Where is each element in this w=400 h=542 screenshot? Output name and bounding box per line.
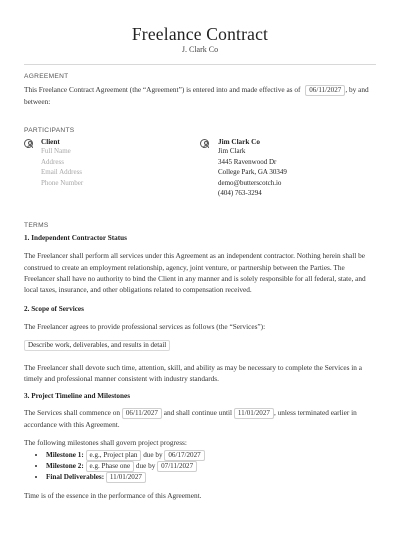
freelancer-city: College Park, GA 30349 [218, 168, 287, 177]
final-deliverables-label: Final Deliverables: [46, 472, 105, 481]
client-full-name-field[interactable]: Full Name [41, 147, 71, 156]
client-address-field[interactable]: Address [41, 157, 64, 166]
freelancer-heading: Jim Clark Co [218, 138, 260, 147]
contract-page [0, 24, 400, 542]
effective-date-field[interactable]: 06/11/2027 [305, 85, 345, 96]
milestone-2-name-field[interactable]: e.g. Phase one [86, 461, 135, 472]
commence-text: The Services shall commence on [24, 408, 121, 418]
section-2-text: The Freelancer shall devote such time, attention, skill, and ability as may be necessary to complete the Services in a timely and professional manner consistent with industry standards. [24, 362, 362, 384]
freelancer-email: demo@butterscotch.io [218, 178, 282, 187]
due-by-text: due by [143, 450, 163, 459]
agreement-text-after: , by and between: [24, 85, 369, 106]
milestone-2-date-field[interactable]: 07/11/2027 [157, 461, 197, 472]
agreement-text-before: This Freelance Contract Agreement (the “Agreement”) is entered into and made effective as of [24, 85, 301, 94]
participants-label: PARTICIPANTS [24, 127, 75, 135]
milestone-item [46, 450, 376, 461]
agreement-text [24, 84, 376, 107]
services-description-field[interactable]: Describe work, deliverables, and results in detail [24, 340, 170, 351]
freelancer-street: 3445 Ravenwood Dr [218, 157, 277, 166]
section-1-heading: 1. Independent Contractor Status [24, 234, 127, 243]
title-divider [24, 64, 376, 65]
section-1-text: The Freelancer shall perform all services under this Agreement as an independent contractor. Nothing herein shall be construed to create an employment relationship, agency, joint venture, or partnership between the Parties. The Freelancer shall have no authority to bind the Client in any manner and is solely responsible for all federal, state, and local taxes, insurance, and other obligations related to compensation received. [24, 251, 366, 295]
section-2-intro: The Freelancer agrees to provide professional services as follows (the “Services”): [24, 322, 266, 332]
client-email-field[interactable]: Email Address [41, 168, 83, 177]
start-date-field[interactable]: 06/11/2027 [122, 408, 162, 419]
milestone-label: Milestone 2: [46, 461, 84, 470]
final-deliverables-date-field[interactable]: 11/01/2027 [106, 472, 146, 483]
milestone-item [46, 461, 376, 472]
milestone-1-name-field[interactable]: e.g., Project plan [86, 450, 142, 461]
continue-text: and shall continue until [163, 408, 233, 418]
freelancer-name: Jim Clark [218, 147, 246, 156]
milestone-1-date-field[interactable]: 06/17/2027 [164, 450, 204, 461]
freelancer-block [218, 138, 287, 198]
page-subtitle: J. Clark Co [181, 45, 219, 54]
milestone-label: Milestone 1: [46, 450, 84, 459]
milestones-list [24, 450, 376, 483]
section-3-commence [24, 407, 376, 430]
milestone-item [46, 472, 376, 483]
essence-text: Time is of the essence in the performance of this Agreement. [24, 490, 202, 500]
client-phone-field[interactable]: Phone Number [41, 178, 84, 187]
client-block [41, 138, 83, 188]
milestones-intro: The following milestones shall govern project progress: [24, 437, 187, 447]
due-by-text: due by [135, 461, 156, 470]
client-person-icon [24, 139, 33, 148]
freelancer-phone: (404) 763-3294 [218, 188, 262, 197]
terms-label: TERMS [24, 222, 49, 230]
client-heading: Client [41, 138, 60, 147]
page-title: Freelance Contract [131, 24, 269, 44]
end-date-field[interactable]: 11/01/2027 [234, 408, 274, 419]
section-2-heading: 2. Scope of Services [24, 305, 84, 314]
agreement-label: AGREEMENT [24, 73, 69, 80]
participants-block [24, 138, 376, 210]
freelancer-person-icon [200, 139, 209, 148]
end-text: , unless terminated earlier in accordance with this Agreement. [24, 408, 357, 430]
section-3-heading: 3. Project Timeline and Milestones [24, 392, 131, 401]
